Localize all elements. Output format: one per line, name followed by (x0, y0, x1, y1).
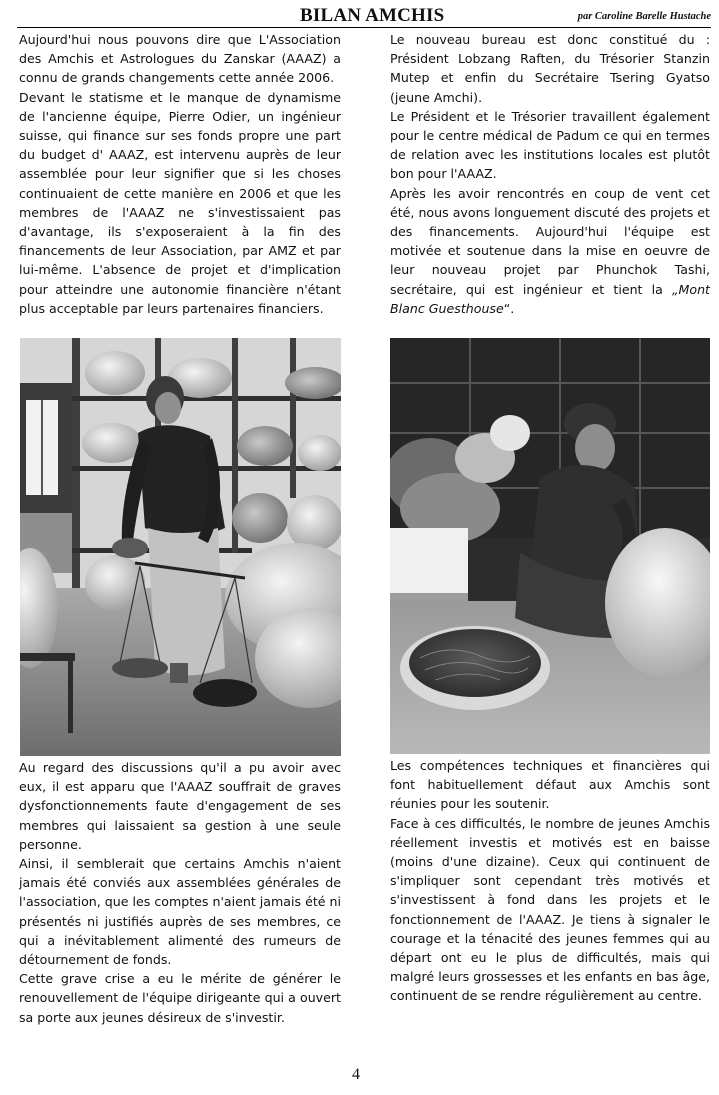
author-byline: par Caroline Barelle Hustache (577, 11, 711, 22)
paragraph-text: Après les avoir rencontrés en coup de vent cet été, nous avons longuement discuté des projets et des financements. Aujourd'hui l'équipe est motivée et soutenue dans la mise en oeuvre de leur nouveau projet par Phunchok Tashi, secrétaire, qui est ingénieur et tient la (390, 185, 710, 297)
photo-woman-weighing-herbs-image (20, 338, 341, 756)
paragraph: Les compétences techniques et financières qui font habituellement défaut aux Amchis sont réunies pour les soutenir. (390, 758, 710, 812)
right-column-top (390, 30, 710, 318)
photo-amchi-with-herb-bowl (390, 338, 710, 754)
page-number: 4 (352, 1066, 360, 1083)
photo-woman-weighing-herbs (20, 338, 341, 756)
guesthouse-name: „Mont Blanc Guesthouse (390, 281, 710, 316)
paragraph: Au regard des discussions qu'il a pu avoir avec eux, il est apparu que l'AAAZ souffrait de graves dysfonctionnements faute d'engagement de ses membres qui laissaient sa gestion à une seule personne. (19, 760, 341, 852)
left-column-bottom (19, 758, 341, 1027)
header-rule (17, 27, 711, 28)
paragraph: Face à ces difficultés, le nombre de jeunes Amchis réellement investis et motivés est en baisse (moins d'une dizaine). Ceux qui continuent de s'impliquer sont cependant très motivés et s'investissent à fond dans les projets et le fonctionnement de l'AAAZ. Je tiens à signaler le courage et la ténacité des jeunes femmes qui au départ ont eu le plus de difficultés, mais qui malgré leurs grossesses et les enfants en bas âge, continuent de se rendre régulièrement au centre. (390, 815, 710, 1004)
paragraph: Le Président et le Trésorier travaillent également pour le centre médical de Padum ce qui en termes de relation avec les institutions locales est plutôt bon pour l'AAAZ. (390, 108, 710, 182)
paragraph: Le nouveau bureau est donc constitué du : Président Lobzang Raften, du Trésorier Stanzin Mutep et enfin du Secrétaire Tsering Gyatso (jeune Amchi). (390, 32, 710, 105)
paragraph-text-end: “. (503, 300, 515, 316)
page-title: BILAN AMCHIS (300, 5, 445, 26)
right-column-bottom (390, 756, 710, 1006)
photo-amchi-with-herb-bowl-image (390, 338, 710, 754)
paragraph: Devant le statisme et le manque de dynamisme de l'ancienne équipe, Pierre Odier, un ingénieur suisse, qui finance sur ses fonds propre une part du budget d' AAAZ, est intervenu auprès de leur assemblée pour leur signifier que si les choses continuaient de cette manière en 2006 et que les membres de l'AAAZ ne s'investissaient pas d'avantage, ils s'exposeraient à la fin des financements de leur Association, par AMZ et par lui-même. L'absence de projet et d'implication pour atteindre une autonomie financière n'étant plus acceptable par leurs partenaires financiers. (19, 89, 341, 316)
paragraph: Cette grave crise a eu le mérite de générer le renouvellement de l'équipe dirigeante qui a ouvert sa porte aux jeunes désireux de s'investir. (19, 971, 341, 1025)
paragraph (390, 184, 710, 318)
paragraph: Ainsi, il semblerait que certains Amchis n'aient jamais été conviés aux assemblées générales de l'association, que les comptes n'aient jamais été ni présentés ni justifiés auprès de ses membres, ce qui a inévitablement alimenté des rumeurs de détournement de fonds. (19, 856, 341, 968)
paragraph: Aujourd'hui nous pouvons dire que L'Association des Amchis et Astrologues du Zanskar (AAAZ) a connu de grands changements cette année 2006. (19, 32, 341, 86)
left-column-top (19, 30, 341, 318)
